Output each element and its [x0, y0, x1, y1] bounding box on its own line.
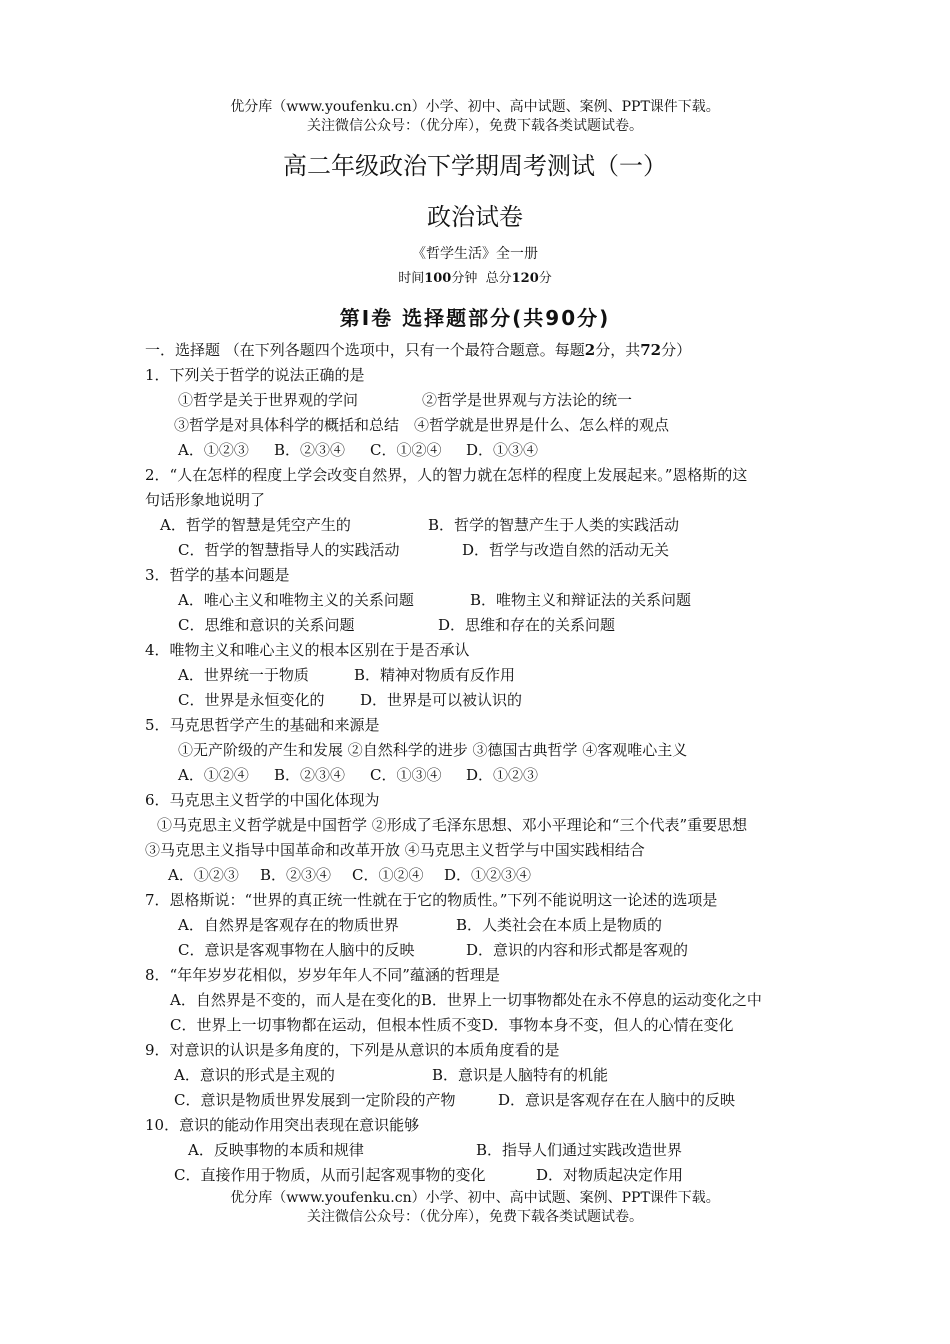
- time-label: 时间: [398, 271, 425, 286]
- q5-option-a[interactable]: A．①②④: [178, 766, 249, 784]
- q3-option-b[interactable]: B．唯物主义和辩证法的关系问题: [470, 591, 692, 609]
- exam-title: 高二年级政治下学期周考测试（一）: [283, 152, 667, 180]
- question-2-options-cd: [178, 540, 669, 560]
- question-3-options-ab: [178, 590, 691, 610]
- question-8-stem: 8．“年年岁岁花相似，岁岁年年人不同”蕴涵的哲理是: [145, 966, 500, 984]
- instr-pre: 一．选择题 （在下列各题四个选项中，只有一个最符合题意。每题: [145, 341, 585, 359]
- question-1-statements-b: [174, 415, 669, 435]
- instr-each: 2: [584, 341, 596, 359]
- total-value: 120: [511, 271, 539, 286]
- q6-option-b[interactable]: B．②③④: [260, 866, 332, 884]
- book-scope: 《哲学生活》全一册: [412, 246, 538, 262]
- q3-option-d[interactable]: D．思维和存在的关系问题: [438, 616, 616, 634]
- q4-option-c[interactable]: C．世界是永恒变化的: [178, 691, 325, 709]
- question-9-stem: 9．对意识的认识是多角度的，下列是从意识的本质角度看的是: [145, 1041, 560, 1059]
- q5-option-d[interactable]: D．①②③: [466, 766, 539, 784]
- q1-option-d[interactable]: D．①③④: [466, 441, 539, 459]
- footer-line-1: 优分库（www.youfenku.cn）小学、初中、高中试题、案例、PPT课件下载。: [230, 1190, 720, 1206]
- q8-option-d[interactable]: D．事物本身不变，但人的心情在变化: [481, 1016, 734, 1034]
- question-6-stem: 6．马克思主义哲学的中国化体现为: [145, 791, 380, 809]
- header-line-2: 关注微信公众号：（优分库），免费下载各类试题试卷。: [307, 118, 643, 134]
- question-9-options-cd: [174, 1090, 735, 1110]
- q1-option-c[interactable]: C．①②④: [370, 441, 442, 459]
- instr-post: 分）: [661, 341, 692, 359]
- instr-total: 72: [640, 341, 662, 359]
- question-6-statements-a: ①马克思主义哲学就是中国哲学 ②形成了毛泽东思想、邓小平理论和“三个代表”重要思想: [157, 816, 748, 834]
- question-10-stem: 10．意识的能动作用突出表现在意识能够: [145, 1116, 420, 1134]
- q7-option-d[interactable]: D．意识的内容和形式都是客观的: [466, 941, 689, 959]
- question-6-statements-b: ③马克思主义指导中国革命和改革开放 ④马克思主义哲学与中国实践相结合: [145, 841, 645, 859]
- q4-option-a[interactable]: A．世界统一于物质: [178, 666, 309, 684]
- question-2-options-ab: [160, 515, 679, 535]
- question-6-options: [168, 865, 531, 885]
- question-2-stem-line-2: 句话形象地说明了: [145, 491, 266, 509]
- q10-option-d[interactable]: D．对物质起决定作用: [536, 1166, 684, 1184]
- q9-option-c[interactable]: C．意识是物质世界发展到一定阶段的产物: [174, 1091, 456, 1109]
- q6-option-a[interactable]: A．①②③: [168, 866, 239, 884]
- question-5-options: [178, 765, 538, 785]
- q6-option-c[interactable]: C．①②④: [352, 866, 424, 884]
- q10-option-c[interactable]: C．直接作用于物质，从而引起客观事物的变化: [174, 1166, 486, 1184]
- q8-option-a[interactable]: A．自然界是不变的，而人是在变化的: [170, 991, 421, 1009]
- question-3-options-cd: [178, 615, 615, 635]
- total-label: 总分: [485, 271, 512, 286]
- q2-option-b[interactable]: B．哲学的智慧产生于人类的实践活动: [428, 516, 680, 534]
- q1-option-a[interactable]: A．①②③: [178, 441, 249, 459]
- q7-option-a[interactable]: A．自然界是客观存在的物质世界: [178, 916, 399, 934]
- question-3-stem: 3．哲学的基本问题是: [145, 566, 290, 584]
- question-1-stem: 1．下列关于哲学的说法正确的是: [145, 366, 365, 384]
- question-5-stem: 5．马克思哲学产生的基础和来源是: [145, 716, 380, 734]
- q9-option-a[interactable]: A．意识的形式是主观的: [174, 1066, 335, 1084]
- q1-statement-4: ④哲学就是世界是什么、怎么样的观点: [414, 416, 670, 434]
- q9-option-b[interactable]: B．意识是人脑特有的机能: [432, 1066, 609, 1084]
- q10-option-b[interactable]: B．指导人们通过实践改造世界: [476, 1141, 683, 1159]
- q8-option-b[interactable]: B．世界上一切事物都处在永不停息的运动变化之中: [420, 991, 762, 1009]
- time-value: 100: [424, 271, 452, 286]
- question-7-options-cd: [178, 940, 688, 960]
- q9-option-d[interactable]: D．意识是客观存在在人脑中的反映: [498, 1091, 736, 1109]
- q2-option-a[interactable]: A．哲学的智慧是凭空产生的: [160, 516, 351, 534]
- question-4-options-ab: [178, 665, 515, 685]
- q1-statement-3: ③哲学是对具体科学的概括和总结: [174, 416, 400, 434]
- question-9-options-ab: [174, 1065, 608, 1085]
- instructions: [145, 340, 691, 360]
- section-title: 第Ⅰ卷 选择题部分(共90分): [339, 306, 611, 330]
- exam-subtitle: 政治试卷: [427, 203, 523, 231]
- q4-option-d[interactable]: D．世界是可以被认识的: [360, 691, 523, 709]
- question-4-options-cd: [178, 690, 522, 710]
- instr-mid: 分，共: [595, 341, 641, 359]
- question-8-options-ab: [170, 990, 762, 1010]
- question-5-statements: ①无产阶级的产生和发展 ②自然科学的进步 ③德国古典哲学 ④客观唯心主义: [178, 741, 688, 759]
- total-unit: 分: [538, 271, 552, 286]
- q2-option-d[interactable]: D．哲学与改造自然的活动无关: [462, 541, 670, 559]
- q5-option-b[interactable]: B．②③④: [274, 766, 346, 784]
- question-7-stem: 7．恩格斯说：“世界的真正统一性就在于它的物质性。”下列不能说明这一论述的选项是: [145, 891, 718, 909]
- question-1-options: [178, 440, 538, 460]
- q6-option-d[interactable]: D．①②③④: [444, 866, 532, 884]
- q10-option-a[interactable]: A．反映事物的本质和规律: [188, 1141, 364, 1159]
- q2-option-c[interactable]: C．哲学的智慧指导人的实践活动: [178, 541, 400, 559]
- q4-option-b[interactable]: B．精神对物质有反作用: [354, 666, 516, 684]
- header-line-1: 优分库（www.youfenku.cn）小学、初中、高中试题、案例、PPT课件下载。: [230, 99, 720, 115]
- question-8-options-cd: [170, 1015, 734, 1035]
- question-1-statements-a: [178, 390, 632, 410]
- question-4-stem: 4．唯物主义和唯心主义的根本区别在于是否承认: [145, 641, 470, 659]
- time-and-score: [0, 267, 950, 286]
- q7-option-b[interactable]: B．人类社会在本质上是物质的: [456, 916, 663, 934]
- q1-statement-1: ①哲学是关于世界观的学问: [178, 391, 359, 409]
- footer-line-2: 关注微信公众号：（优分库），免费下载各类试题试卷。: [307, 1209, 643, 1225]
- time-unit: 分钟: [451, 271, 478, 286]
- question-10-options-cd: [174, 1165, 683, 1185]
- q7-option-c[interactable]: C．意识是客观事物在人脑中的反映: [178, 941, 415, 959]
- q1-option-b[interactable]: B．②③④: [274, 441, 346, 459]
- question-2-stem-line-1: 2．“人在怎样的程度上学会改变自然界，人的智力就在怎样的程度上发展起来。”恩格斯的这: [145, 466, 748, 484]
- q3-option-c[interactable]: C．思维和意识的关系问题: [178, 616, 355, 634]
- question-7-options-ab: [178, 915, 662, 935]
- question-10-options-ab: [188, 1140, 682, 1160]
- q5-option-c[interactable]: C．①③④: [370, 766, 442, 784]
- q1-statement-2: ②哲学是世界观与方法论的统一: [422, 391, 633, 409]
- q3-option-a[interactable]: A．唯心主义和唯物主义的关系问题: [178, 591, 414, 609]
- q8-option-c[interactable]: C．世界上一切事物都在运动，但根本性质不变: [170, 1016, 482, 1034]
